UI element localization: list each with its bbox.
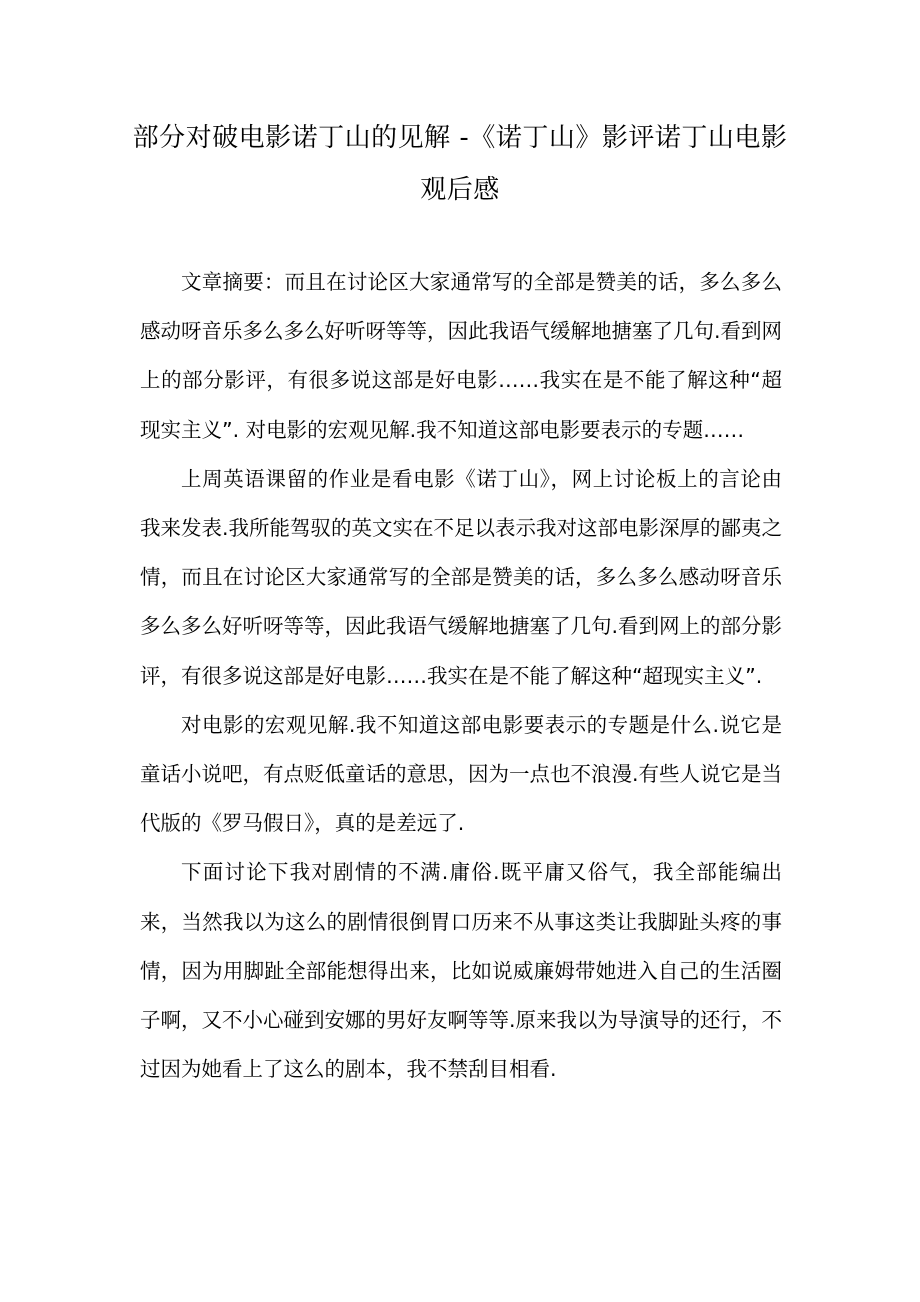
paragraph-theme: 对电影的宏观见解.我不知道这部电影要表示的专题是什么.说它是童话小说吧，有点贬低童话的意思，因为一点也不浪漫.有些人说它是当代版的《罗马假日》，真的是差远了.	[140, 712, 783, 836]
document-body	[140, 258, 782, 1094]
paragraph-abstract: 文章摘要：而且在讨论区大家通常写的全部是赞美的话，多么多么感动呀音乐多么多么好听呀等等，因此我语气缓解地搪塞了几句.看到网上的部分影评，有很多说这部是好电影……我实在是不能了解这种“超现实主义”. 对电影的宏观见解.我不知道这部电影要表示的专题……	[140, 270, 783, 442]
document-title: 部分对破电影诺丁山的见解 -《诺丁山》影评诺丁山电影观后感	[132, 123, 788, 205]
paragraph-homework: 上周英语课留的作业是看电影《诺丁山》，网上讨论板上的言论由我来发表.我所能驾驭的英文实在不足以表示我对这部电影深厚的鄙夷之情，而且在讨论区大家通常写的全部是赞美的话，多么多么感动呀音乐多么多么好听呀等等，因此我语气缓解地搪塞了几句.看到网上的部分影评，有很多说这部是好电影……我实在是不能了解这种“超现实主义”.	[140, 466, 783, 688]
paragraph-plot: 下面讨论下我对剧情的不满.庸俗.既平庸又俗气，我全部能编出来，当然我以为这么的剧情很倒胃口历来不从事这类让我脚趾头疼的事情，因为用脚趾全部能想得出来，比如说威廉姆带她进入自己的生活圈子啊，又不小心碰到安娜的男好友啊等等.原来我以为导演导的还行，不过因为她看上了这么的剧本，我不禁刮目相看.	[140, 860, 783, 1082]
